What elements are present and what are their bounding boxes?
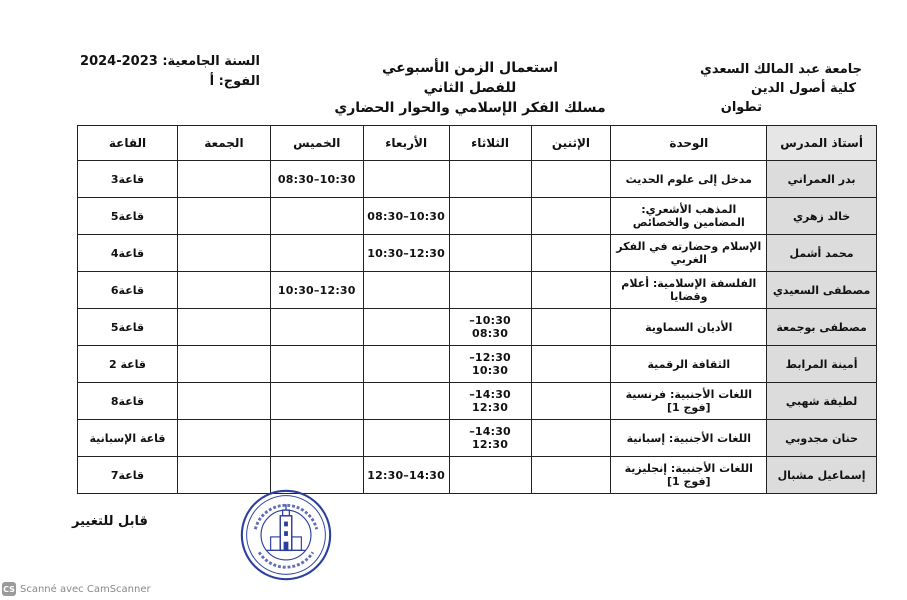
teacher-cell: بدر العمراني (767, 161, 877, 198)
tuesday-cell: 14:30–12:30 (449, 420, 531, 457)
thursday-cell (270, 346, 363, 383)
tuesday-cell (449, 235, 531, 272)
monday-cell (531, 457, 611, 494)
monday-cell (531, 198, 611, 235)
teacher-cell: إسماعيل مشبال (767, 457, 877, 494)
thursday-cell (270, 383, 363, 420)
friday-cell (177, 161, 270, 198)
faculty-stamp-seal-icon (238, 487, 334, 583)
monday-cell (531, 383, 611, 420)
monday-cell (531, 272, 611, 309)
subject-to-change-note: قابل للتغيير (72, 514, 148, 529)
thursday-cell (270, 309, 363, 346)
thursday-cell: 10:30–08:30 (270, 161, 363, 198)
table-row (78, 309, 877, 346)
header-thursday: الخميس (270, 126, 363, 161)
friday-cell (177, 383, 270, 420)
monday-cell (531, 161, 611, 198)
friday-cell (177, 420, 270, 457)
friday-cell (177, 346, 270, 383)
teacher-cell: مصطفى بوجمعة (767, 309, 877, 346)
tuesday-cell: 14:30–12:30 (449, 383, 531, 420)
table-row (78, 346, 877, 383)
header-room: القاعة (78, 126, 178, 161)
table-row (78, 272, 877, 309)
monday-cell (531, 346, 611, 383)
academic-year: السنة الجامعية: 2023-2024 (80, 54, 260, 69)
room-cell: قاعة5 (78, 198, 178, 235)
teacher-cell: مصطفى السعيدي (767, 272, 877, 309)
table-row (78, 198, 877, 235)
module-cell: الإسلام وحضارته في الفكر الغربي (611, 235, 767, 272)
friday-cell (177, 235, 270, 272)
module-cell: اللغات الأجنبية: إسبانية (611, 420, 767, 457)
friday-cell (177, 198, 270, 235)
module-cell: الثقافة الرقمية (611, 346, 767, 383)
friday-cell (177, 309, 270, 346)
table-row (78, 457, 877, 494)
teacher-cell: خالد زهري (767, 198, 877, 235)
schedule-table (77, 125, 877, 494)
teacher-cell: لطيفة شهبي (767, 383, 877, 420)
tuesday-cell: 12:30–10:30 (449, 346, 531, 383)
thursday-cell (270, 420, 363, 457)
room-cell: قاعة3 (78, 161, 178, 198)
header-monday: الإثنين (531, 126, 611, 161)
institution-block (672, 60, 862, 117)
wednesday-cell: 12:30–10:30 (363, 235, 449, 272)
header-friday: الجمعة (177, 126, 270, 161)
header-module: الوحدة (611, 126, 767, 161)
table-row (78, 383, 877, 420)
city-name: تطوان (720, 100, 762, 115)
thursday-cell (270, 198, 363, 235)
camscanner-logo-icon: CS (2, 582, 16, 596)
module-cell: المذهب الأشعري: المضامين والخصائص (611, 198, 767, 235)
header-teacher: أستاذ المدرس (767, 126, 877, 161)
wednesday-cell (363, 272, 449, 309)
teacher-cell: محمد أشمل (767, 235, 877, 272)
header-wednesday: الأربعاء (363, 126, 449, 161)
module-cell: اللغات الأجنبية: إنجليزية [فوج 1] (611, 457, 767, 494)
scanner-footer (2, 581, 151, 597)
university-name: جامعة عبد المالك السعدي (699, 62, 862, 77)
wednesday-cell: 14:30–12:30 (363, 457, 449, 494)
wednesday-cell (363, 383, 449, 420)
thursday-cell (270, 235, 363, 272)
teacher-cell: حنان مجدوبي (767, 420, 877, 457)
table-row (78, 235, 877, 272)
document-title-block (270, 58, 670, 118)
wednesday-cell (363, 309, 449, 346)
table-header-row (78, 126, 877, 161)
module-cell: اللغات الأجنبية: فرنسية [فوج 1] (611, 383, 767, 420)
room-cell: قاعة6 (78, 272, 178, 309)
room-cell: قاعة الإسبانية (78, 420, 178, 457)
wednesday-cell (363, 161, 449, 198)
document-title: استعمال الزمن الأسبوعي (381, 60, 559, 76)
table-row (78, 420, 877, 457)
monday-cell (531, 420, 611, 457)
module-cell: الفلسفة الإسلامية: أعلام وقضايا (611, 272, 767, 309)
room-cell: قاعة 2 (78, 346, 178, 383)
tuesday-cell (449, 161, 531, 198)
header-tuesday: الثلاثاء (449, 126, 531, 161)
monday-cell (531, 309, 611, 346)
monday-cell (531, 235, 611, 272)
tuesday-cell (449, 272, 531, 309)
wednesday-cell: 10:30–08:30 (363, 198, 449, 235)
tuesday-cell (449, 198, 531, 235)
room-cell: قاعة8 (78, 383, 178, 420)
teacher-cell: أمينة المرابط (767, 346, 877, 383)
room-cell: قاعة5 (78, 309, 178, 346)
faculty-name: كلية أصول الدين (751, 81, 856, 96)
room-cell: قاعة4 (78, 235, 178, 272)
room-cell: قاعة7 (78, 457, 178, 494)
module-cell: الأديان السماوية (611, 309, 767, 346)
thursday-cell: 12:30–10:30 (270, 272, 363, 309)
module-cell: مدخل إلى علوم الحديث (611, 161, 767, 198)
semester-label: للفصل الثاني (423, 80, 517, 96)
friday-cell (177, 272, 270, 309)
tuesday-cell: 10:30–08:30 (449, 309, 531, 346)
scanner-footer-text: Scanné avec CamScanner (20, 583, 151, 595)
table-row (78, 161, 877, 198)
year-group-block (60, 52, 260, 92)
track-label: مسلك الفكر الإسلامي والحوار الحضاري (334, 100, 606, 116)
wednesday-cell (363, 346, 449, 383)
wednesday-cell (363, 420, 449, 457)
group-label: الفوج: أ (209, 74, 260, 89)
tuesday-cell (449, 457, 531, 494)
